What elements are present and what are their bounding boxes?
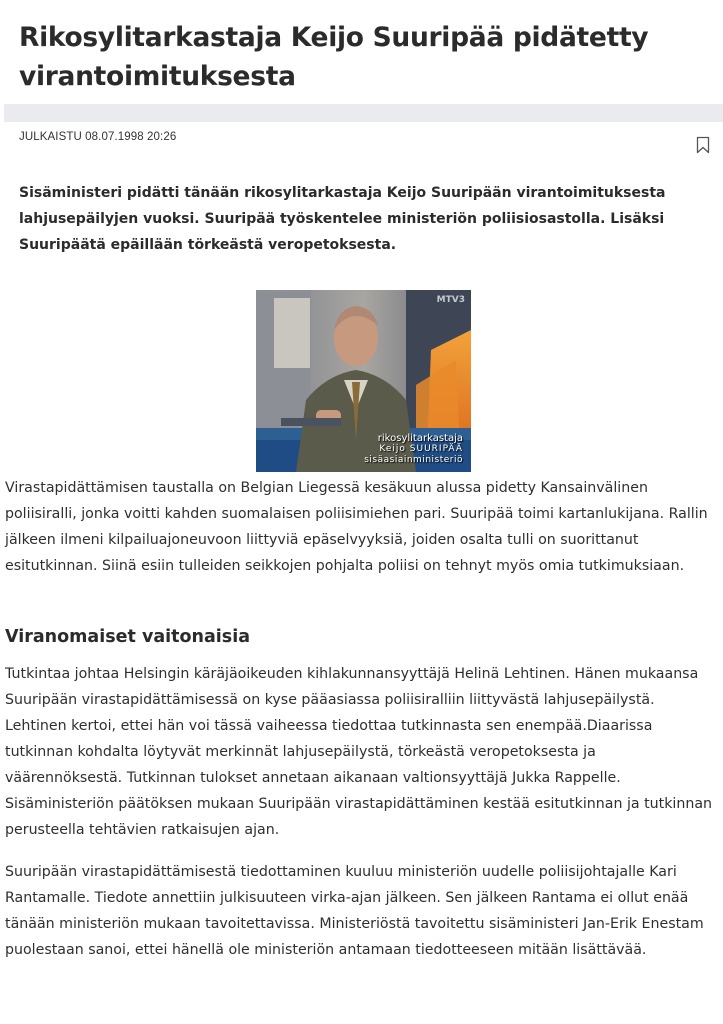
- photo-caption-line2: Keijo SUURIPÄÄ: [379, 444, 463, 454]
- photo-watermark: MTV3: [436, 295, 465, 305]
- published-timestamp: JULKAISTU 08.07.1998 20:26: [19, 131, 177, 143]
- article-paragraph-3: Suuripään virastapidättämisestä tiedottaminen kuuluu ministeriön uudelle poliisijohtajalle Kari Rantamalle. Tiedote annettiin julkisuuteen virka-ajan jälkeen. Sen jälkeen Rantama ei ollut enää tänään ministeriön mukaan tavoitettavissa. Ministeriöstä tavoitettu sisäministeri Jan-Erik Enestam puolestaan sanoi, ettei hänellä ole ministeriön antamaan tiedotteeseen mitään lisättävää.: [5, 864, 704, 958]
- article-paragraph-1: Virastapidättämisen taustalla on Belgian Liegessä kesäkuun alussa pidetty Kansainvälinen poliisiralli, jonka voitti kahden suomalaisen poliisimiehen pari. Suuripää toimi kartanlukijana. Rallin jälkeen ilmeni kilpailuajoneuvoon liittyviä epäselvyyksiä, joiden osalta tulli on suorittanut esitutkinnan. Siinä esiin tulleiden seikkojen pohjalta poliisi on tehnyt myös omia tutkimuksiaan.: [5, 480, 708, 574]
- header-divider-bar: [4, 104, 723, 122]
- article-paragraph-2: Tutkintaa johtaa Helsingin käräjäoikeuden kihlakunnansyyttäjä Helinä Lehtinen. Hänen mukaansa Suuripään virastapidättämisessä on kyse pääasiassa poliisiralliin liittyvästä lahjusepäilystä. Lehtinen kertoi, ettei hän voi tässä vaiheessa tiedottaa tutkinnasta sen enempää.Diaarissa tutkinnan kohdalta löytyvät merkinnät lahjusepäilystä, törkeästä veropetoksesta ja väärennöksestä. Tutkinnan tulokset annetaan aikanaan valtionsyyttäjä Jukka Rappelle. Sisäministeriön päätöksen mukaan Suuripään virastapidättäminen kestää esitutkinnan ja tutkinnan perusteella tehtävien ratkaisujen ajan.: [5, 666, 713, 838]
- article-lead: Sisäministeri pidätti tänään rikosylitarkastaja Keijo Suuripään virantoimituksesta lahjusepäilyjen vuoksi. Suuripää työskentelee ministeriön poliisiosastolla. Lisäksi Suuripäätä epäillään törkeästä veropetoksesta.: [19, 185, 666, 253]
- photo-caption-line3: sisäasiainministeriö: [364, 455, 463, 465]
- photo-caption: [364, 433, 463, 466]
- section-subheading: Viranomaiset vaitonaisia: [5, 627, 251, 647]
- bookmark-icon[interactable]: [696, 136, 710, 154]
- article-title: Rikosylitarkastaja Keijo Suuripää pidätetty virantoimituksesta: [19, 22, 649, 92]
- photo-caption-line1: rikosylitarkastaja: [377, 433, 463, 444]
- article-photo: [256, 290, 471, 472]
